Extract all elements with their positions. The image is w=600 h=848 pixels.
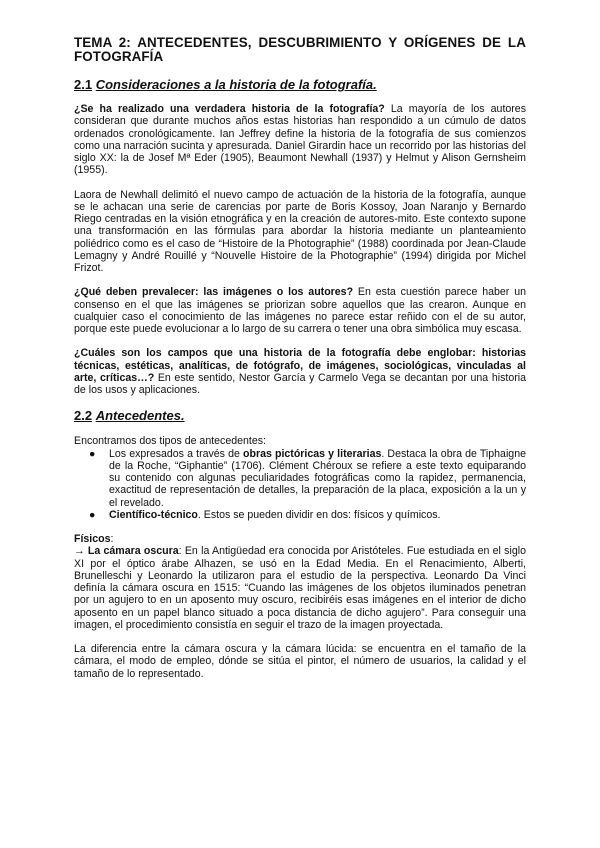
- arrow-icon: →: [74, 545, 88, 558]
- antecedentes-list: [74, 448, 526, 522]
- bullet-icon: ●: [89, 508, 96, 521]
- paragraph-historia-fotografia: [74, 103, 526, 177]
- paragraph-diferencia-camaras: La diferencia entre la cámara oscura y la cámara lúcida: se encuentra en el tamaño de la cámara, el modo de empleo, dónde se sitúa el pintor, el número de usuarios, la calidad y el tamaño de lo representado.: [74, 643, 526, 680]
- question-text: ¿Cuáles son los campos que una historia de la fotografía debe englobar: historias técnicas, estéticas, analíticas, de fotógrafo, de imágenes, sociológicas, vinculadas al arte, críticas…?: [74, 347, 526, 384]
- section-number: 2.2: [74, 408, 93, 424]
- list-item: ● Científico-técnico. Estos se pueden dividir en dos: físicos y químicos.: [89, 508, 441, 521]
- document-title: TEMA 2: ANTECEDENTES, DESCUBRIMIENTO Y ORÍGENES DE LA FOTOGRAFÍA: [74, 35, 526, 64]
- bullet-icon: ●: [89, 447, 96, 460]
- paragraph-text: En este sentido, Nestor García y Carmelo Vega se decantan por una historia de los usos y aplicaciones.: [74, 371, 526, 396]
- section-title: Antecedentes.: [95, 408, 185, 424]
- paragraph-text: La mayoría de los autores consideran que durante muchos años estas historias han respondido a un cúmulo de datos ordenados cronológicamente. Ian Jeffrey define la historia de la fotografía de sus comienzos como una narración sucinta y apresurada. Daniel Girardin hace un recorrido por las historias del siglo XX: la de Josef Mª Eder (1905), Beaumont Newhall (1937) y Helmut y Alison Gernsheim (1955).: [74, 103, 526, 177]
- paragraph-text: En esta cuestión parece haber un consenso en el que las imágenes se priorizan sobre aquellos que las crearon. Aunque en cualquier caso el conocimiento de las imágenes no parece estar reñido con el de su autor, porque este puede evolucionar a lo largo de su carrera o tener una obra simbólica muy escasa.: [74, 286, 526, 335]
- question-text: ¿Qué deben prevalecer: las imágenes o los autores?: [74, 286, 354, 299]
- paragraph-campos: [74, 347, 526, 396]
- section-title: Consideraciones a la historia de la fotografía.: [95, 77, 377, 92]
- list-item: ● Los expresados a través de obras pictóricas y literarias. Destaca la obra de Tiphaigne de la Roche, “Giphantie” (1706). Clément Chéroux se refiere a este texto equiparando su contenido con algunas peculiaridades fotográficas como la rapidez, permanencia, exactitud de representación de detalles, la preparación de la placa, exposición a la un y el revelado.: [89, 447, 526, 509]
- question-text: ¿Se ha realizado una verdadera historia de la fotografía?: [74, 103, 385, 115]
- label-fisicos: Físicos:: [74, 533, 114, 545]
- section-heading-2-2: [74, 408, 526, 424]
- section-heading-2-1: [74, 77, 526, 93]
- paragraph-camara-oscura: → La cámara oscura: En la Antigüedad era conocida por Aristóteles. Fue estudiada en el siglo XI por el óptico árabe Alhazen, se usó en la Edad Media. En el Renacimiento, Alberti, Brunelleschi y Leonardo la utilizaron para el estudio de la perspectiva. Leonardo Da Vinci definía la cámara oscura en 1515: “Cuando las imágenes de los objetos iluminados penetran por un agujero to en un aposento muy oscuro, recibiréis esas imágenes en el interior de dicho aposento en un papel blanco situado a poca distancia de dicho agujero”. Para conseguir una imagen, el procedimiento consistía en seguir el trazo de la imagen proyectada.: [74, 545, 526, 631]
- paragraph-newhall: [74, 189, 526, 275]
- document-page: [74, 36, 526, 680]
- paragraph-text: Laora de Newhall delimitó el nuevo campo de actuación de la historia de la fotografía, aunque se le achacan una serie de carencias por parte de Boris Kossoy, Joan Naranjo y Bernardo Riego centradas en la visión etnográfica y en la creación de autores-mito. Este contexto supone una transformación en las fórmulas para abordar la historia mediante un planteamiento poliédrico como es el caso de “Histoire de la Photographie” (1988) coordinada por Jean-Claude Lemagny y André Rouillé y “Nouvelle Histoire de la Photographie” (1994) dirigida por Michel Frizot.: [74, 188, 526, 274]
- section-number: 2.1: [74, 77, 93, 92]
- paragraph-imagenes-autores: [74, 286, 526, 335]
- paragraph-intro-antecedentes: Encontramos dos tipos de antecedentes:: [74, 435, 266, 448]
